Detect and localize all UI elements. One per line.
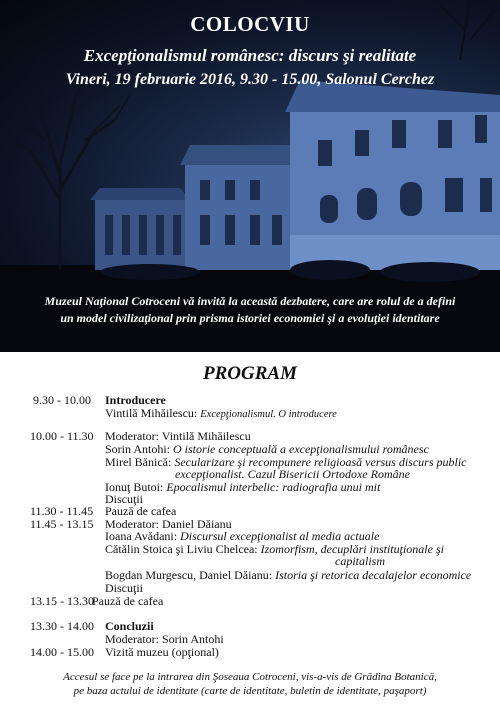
hero-photo-banner	[0, 0, 500, 352]
discussion: Discuţii	[105, 492, 143, 506]
moderator: Moderator: Daniel Dăianu	[105, 517, 232, 531]
program-row	[0, 568, 500, 582]
talk-title-continued: excepţionalist. Cazul Bisericii Ortodoxe Române	[175, 467, 410, 481]
program-row	[0, 581, 500, 595]
program-title: PROGRAM	[203, 363, 297, 384]
speaker-entry	[105, 442, 429, 456]
invitation-text	[20, 293, 480, 327]
program-row	[0, 393, 500, 407]
program-row	[0, 594, 500, 608]
speaker-name: Mirel Bănică:	[105, 455, 172, 469]
speaker-name: Ionuţ Butoi:	[105, 480, 164, 494]
break-label: Pauză de cafea	[92, 594, 164, 608]
speaker-name: Ioana Avădani:	[105, 529, 178, 543]
program-row	[0, 645, 500, 659]
invitation-line-2: un model civilizaţional prin prisma istoriei economiei şi a evoluţiei identitare	[60, 311, 440, 325]
program-row	[0, 442, 500, 456]
program-row	[0, 406, 500, 420]
time-slot: 13.30 - 14.00	[30, 619, 94, 633]
time-slot: 10.00 - 11.30	[30, 429, 94, 443]
speaker-entry	[105, 568, 471, 582]
event-subtitle: Excepţionalismul românesc: discurs şi realitate	[83, 46, 417, 65]
program-row	[0, 429, 500, 443]
event-date: Vineri, 19 februarie 2016, 9.30 - 15.00, Salonul Cerchez	[65, 71, 435, 88]
time-slot: 9.30 - 10.00	[33, 393, 91, 407]
program-row	[0, 467, 500, 481]
talk-title: Epocalismul interbelic: radiografia unui mit	[166, 480, 381, 494]
program-row	[0, 504, 500, 518]
speaker-name: Sorin Antohi:	[105, 442, 171, 456]
invitation-line-1: Muzeul Naţional Cotroceni vă invită la această dezbatere, care are rolul de a defini	[44, 294, 456, 308]
access-note	[20, 670, 480, 698]
speaker-name: Vintilă Mihăilescu:	[105, 406, 198, 420]
break-label: Pauză de cafea	[105, 504, 177, 518]
speaker-name: Cătălin Stoica şi Liviu Chelcea:	[105, 542, 258, 556]
program-row	[0, 632, 500, 646]
moderator: Moderator: Sorin Antohi	[105, 632, 224, 646]
moderator: Moderator: Vintilă Mihăilescu	[105, 429, 251, 443]
talk-title: Istoria şi retorica decalajelor economice	[275, 568, 472, 582]
access-note-line-2: pe baza actului de identitate (carte de identitate, buletin de identitate, paşaport)	[73, 685, 427, 697]
section-heading: Concluzii	[105, 619, 154, 633]
program-row	[0, 529, 500, 543]
talk-title: Izomorfism, decuplări instituţionale şi	[260, 542, 444, 556]
speaker-entry	[105, 529, 379, 543]
talk-title: Excepţionalismul. O introducere	[200, 409, 337, 420]
time-slot: 13.15 - 13.30	[30, 594, 94, 608]
time-slot: 14.00 - 15.00	[30, 645, 94, 659]
time-slot: 11.30 - 11.45	[30, 504, 94, 518]
visit-label: Vizită muzeu (opţional)	[105, 645, 219, 659]
section-heading: Introducere	[105, 393, 166, 407]
talk-title-continued: capitalism	[335, 554, 385, 568]
speaker-entry	[105, 406, 337, 422]
access-note-line-1: Accesul se face pe la intrarea din Şoseaua Cotroceni, vis-a-vis de Grădina Botanică,	[63, 671, 437, 683]
time-slot: 11.45 - 13.15	[30, 517, 94, 531]
program-row	[0, 619, 500, 633]
speaker-name: Bogdan Murgescu, Daniel Dăianu:	[105, 568, 273, 582]
talk-title: Discursul excepţionalist al media actuale	[180, 529, 380, 543]
event-title: COLOCVIU	[190, 12, 310, 36]
talk-title: Secularizare şi recompunere religioasă versus discurs public	[174, 455, 467, 469]
talk-title: O istorie conceptuală a excepţionalismului românesc	[173, 442, 429, 456]
program-row	[0, 554, 500, 568]
discussion: Discuţii	[105, 581, 143, 595]
